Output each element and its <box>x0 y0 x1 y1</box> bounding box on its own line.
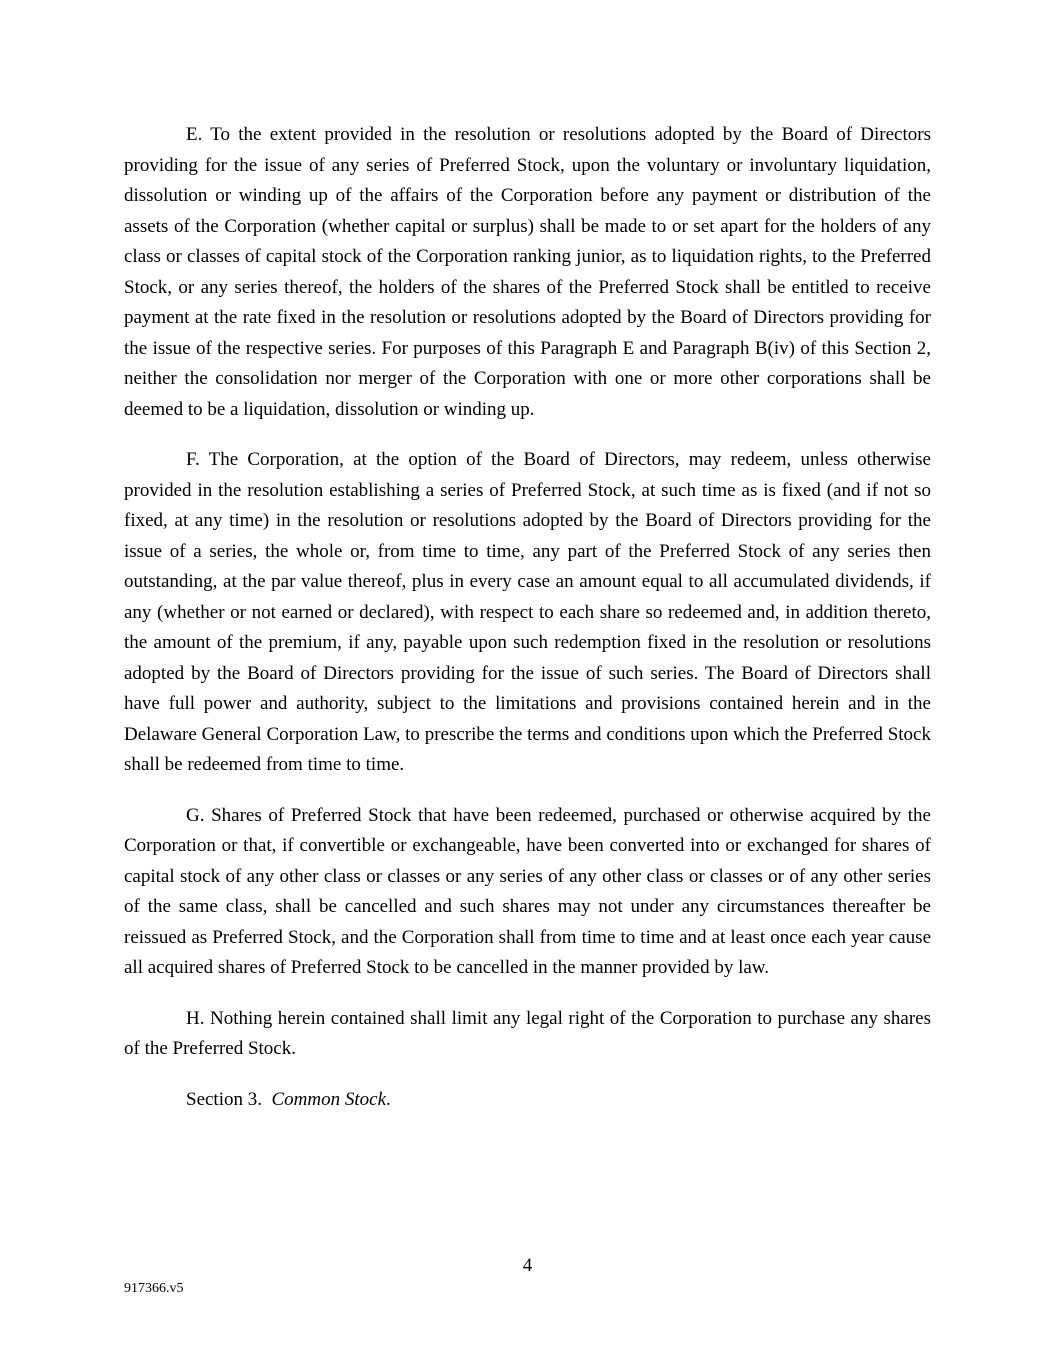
document-id: 917366.v5 <box>124 1281 184 1296</box>
paragraph-e: E. To the extent provided in the resolution or resolutions adopted by the Board of Directors providing for the issue of any series of Preferred Stock, upon the voluntary or involuntary liquidation, dissolution or winding up of the affairs of the Corporation before any payment or distribution of the assets of the Corporation (whether capital or surplus) shall be made to or set apart for the holders of any class or classes of capital stock of the Corporation ranking junior, as to liquidation rights, to the Preferred Stock, or any series thereof, the holders of the shares of the Preferred Stock shall be entitled to receive payment at the rate fixed in the resolution or resolutions adopted by the Board of Directors providing for the issue of the respective series. For purposes of this Paragraph E and Paragraph B(iv) of this Section 2, neither the consolidation nor merger of the Corporation with one or more other corporations shall be deemed to be a liquidation, dissolution or winding up. <box>124 124 931 420</box>
paragraph-f: F. The Corporation, at the option of the Board of Directors, may redeem, unless otherwise provided in the resolution establishing a series of Preferred Stock, at such time as is fixed (and if not so fixed, at any time) in the resolution or resolutions adopted by the Board of Directors providing for the issue of a series, the whole or, from time to time, any part of the Preferred Stock of any series then outstanding, at the par value thereof, plus in every case an amount equal to all accumulated dividends, if any (whether or not earned or declared), with respect to each share so redeemed and, in addition thereto, the amount of the premium, if any, payable upon such redemption fixed in the resolution or resolutions adopted by the Board of Directors providing for the issue of such series. The Board of Directors shall have full power and authority, subject to the limitations and provisions contained herein and in the Delaware General Corporation Law, to prescribe the terms and conditions upon which the Preferred Stock shall be redeemed from time to time. <box>124 449 931 775</box>
section-heading <box>124 1085 931 1116</box>
page-number: 4 <box>522 1255 533 1276</box>
page-body <box>124 120 931 1115</box>
section-title-period: . <box>386 1088 391 1110</box>
section-label: Section 3. <box>186 1088 262 1110</box>
paragraph-h: H. Nothing herein contained shall limit any legal right of the Corporation to purchase any shares of the Preferred Stock. <box>124 1007 931 1059</box>
section-title: Common Stock <box>271 1088 387 1110</box>
paragraph-g: G. Shares of Preferred Stock that have been redeemed, purchased or otherwise acquired by the Corporation or that, if convertible or exchangeable, have been converted into or exchanged for shares of capital stock of any other class or classes or any series of any other class or classes or of any other series of the same class, shall be cancelled and such shares may not under any circumstances thereafter be reissued as Preferred Stock, and the Corporation shall from time to time and at least once each year cause all acquired shares of Preferred Stock to be cancelled in the manner provided by law. <box>124 804 931 978</box>
